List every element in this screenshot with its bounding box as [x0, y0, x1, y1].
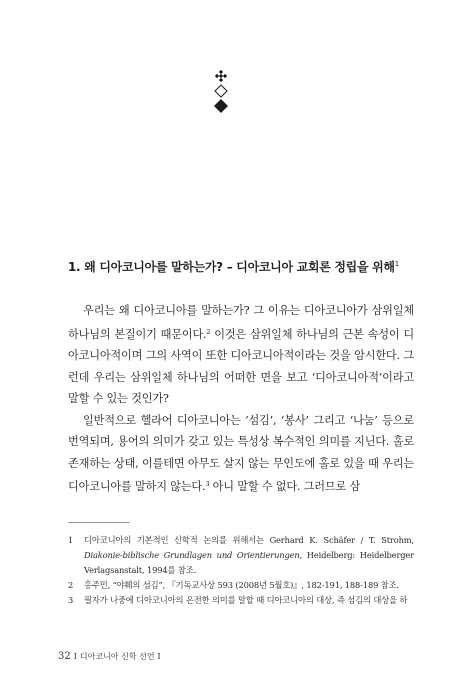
- footnote-3: [68, 593, 414, 608]
- footnote-number: 3: [68, 595, 74, 605]
- footnote-ref-1: 1: [394, 260, 399, 268]
- footnote-2: [68, 578, 414, 593]
- paragraph-1-part-b: 이것은 삼위일체 하나님의 근본 속성이 디아코니아적이며 그의 사역이 또한 디아코니아적이라는 것을 암시한다. 그런데 우리는 삼위일체 하나님의 어떠한 면을 보고 ‘디아코니아적’이라고 말할 수 있는 것인가?: [68, 327, 414, 405]
- paragraph-1: [68, 300, 414, 410]
- footnote-ref-3: 3: [205, 480, 210, 488]
- footnote-text: 홍주민, “야훼의 섬김”, 『기독교사상 593 (2008년 5월호)』, 182-191, 188-189 참조.: [84, 580, 399, 590]
- diamond-ornament-icon: [209, 70, 233, 118]
- footnote-text-end: , Heidelberg: Heidelberger Verlagsanstalt, 1994를 참조.: [84, 550, 414, 575]
- section-heading-text: 1. 왜 디아코니아를 말하는가? – 디아코니아 교회론 정립을 위해: [68, 260, 395, 274]
- paragraph-1-part-a: 우리는 왜 디아코니아를 말하는가? 그 이유는 디아코니아가 삼위일체 하나님의 본질이기 때문이다.: [68, 304, 414, 341]
- page-number: 32: [58, 651, 71, 662]
- running-title: 디아코니아 신학 선언: [79, 652, 155, 661]
- page-footer: [58, 651, 164, 662]
- footnote-book-title: Diakonie-biblische Grundlagen und Orientierungen: [84, 550, 300, 560]
- footnote-text: 필자가 나중에 디아코니아의 온전한 의미를 말할 때 디아코니아의 대상, 즉 섬김의 대상을 하: [84, 595, 408, 605]
- section-heading: [68, 258, 428, 275]
- paragraph-2: [68, 410, 414, 498]
- paragraph-2-part-a: 일반적으로 헬라어 디아코니아는 ‘섬김’, ‘봉사’ 그리고 ‘나눔’ 등으로 번역되며, 용어의 의미가 갖고 있는 특성상 복수적인 의미를 지닌다. 홀로 존재하는 상태, 이를테면 아무도 살지 않는 무인도에 홀로 있을 때 우리는 디아코니아를 말하지 않는다.: [68, 413, 414, 493]
- footnote-text: 디아코니아의 기본적인 신학적 논의를 위해서는 Gerhard K. Schäfer / T. Strohm,: [84, 535, 414, 545]
- footnote-ref-2: 2: [206, 327, 211, 336]
- footnote-number: 2: [68, 580, 74, 590]
- body-text: [68, 300, 414, 498]
- footnote-number: 1: [68, 535, 74, 545]
- footnote-divider: [68, 522, 130, 523]
- footnotes: [68, 533, 414, 608]
- footer-separator: I: [73, 652, 77, 661]
- footnote-1: [68, 533, 414, 578]
- footer-separator: I: [157, 652, 161, 661]
- paragraph-2-part-b: 아니 말할 수 없다. 그러므로 삼: [209, 480, 361, 493]
